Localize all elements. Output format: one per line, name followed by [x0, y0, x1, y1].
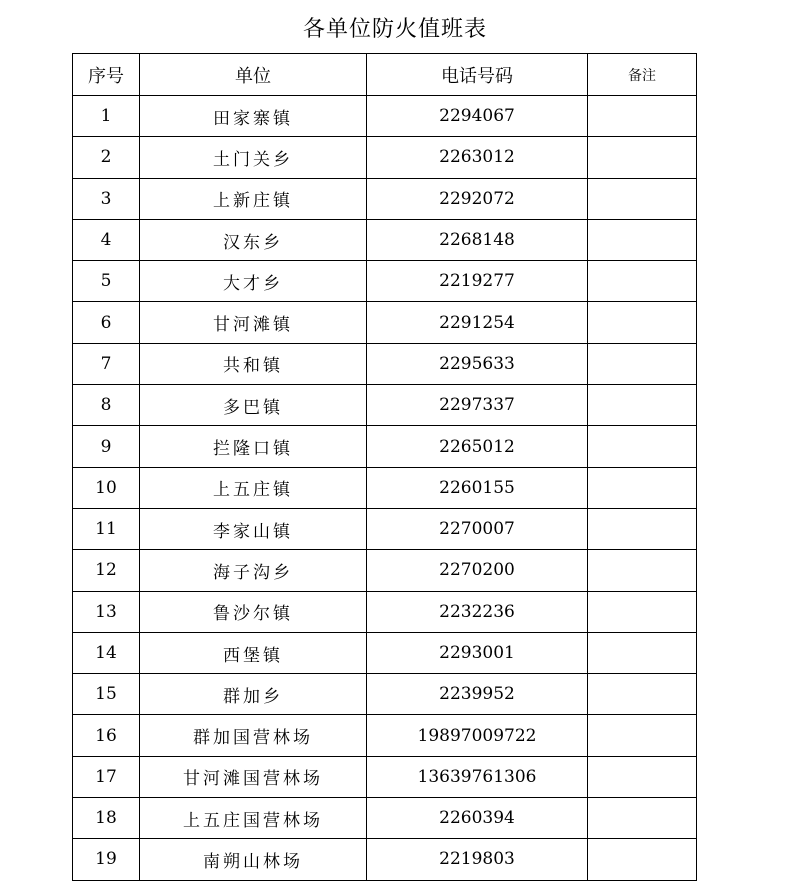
table-row [73, 715, 697, 756]
cell-phone: 2239952 [367, 674, 588, 715]
cell-index: 7 [73, 343, 140, 384]
cell-unit: 群加乡 [140, 674, 367, 715]
table-row [73, 302, 697, 343]
header-row [73, 54, 697, 96]
cell-unit: 土门关乡 [140, 137, 367, 178]
cell-phone: 2219277 [367, 261, 588, 302]
cell-remark [588, 674, 697, 715]
cell-phone: 2292072 [367, 178, 588, 219]
cell-unit: 甘河滩镇 [140, 302, 367, 343]
cell-phone: 2232236 [367, 591, 588, 632]
cell-remark [588, 302, 697, 343]
cell-phone: 2268148 [367, 219, 588, 260]
cell-index: 16 [73, 715, 140, 756]
cell-index: 18 [73, 798, 140, 839]
cell-phone: 2260394 [367, 798, 588, 839]
table-row [73, 550, 697, 591]
table-row [73, 137, 697, 178]
cell-index: 13 [73, 591, 140, 632]
cell-index: 3 [73, 178, 140, 219]
table-row [73, 385, 697, 426]
cell-unit: 上五庄镇 [140, 467, 367, 508]
cell-unit: 汉东乡 [140, 219, 367, 260]
cell-index: 17 [73, 756, 140, 797]
cell-index: 10 [73, 467, 140, 508]
table-row [73, 96, 697, 137]
cell-index: 6 [73, 302, 140, 343]
table-row [73, 467, 697, 508]
cell-phone: 2295633 [367, 343, 588, 384]
cell-remark [588, 591, 697, 632]
cell-index: 19 [73, 839, 140, 880]
cell-unit: 海子沟乡 [140, 550, 367, 591]
table-row [73, 178, 697, 219]
cell-unit: 鲁沙尔镇 [140, 591, 367, 632]
header-index: 序号 [73, 54, 140, 96]
cell-remark [588, 467, 697, 508]
cell-phone: 2294067 [367, 96, 588, 137]
table-row [73, 508, 697, 549]
cell-remark [588, 219, 697, 260]
cell-unit: 李家山镇 [140, 508, 367, 549]
table-row [73, 839, 697, 880]
cell-unit: 群加国营林场 [140, 715, 367, 756]
cell-unit: 甘河滩国营林场 [140, 756, 367, 797]
cell-index: 11 [73, 508, 140, 549]
header-remark: 备注 [588, 54, 697, 96]
cell-unit: 大才乡 [140, 261, 367, 302]
cell-unit: 共和镇 [140, 343, 367, 384]
cell-unit: 上五庄国营林场 [140, 798, 367, 839]
cell-index: 12 [73, 550, 140, 591]
cell-index: 2 [73, 137, 140, 178]
cell-phone: 2297337 [367, 385, 588, 426]
table-row [73, 756, 697, 797]
cell-unit: 西堡镇 [140, 632, 367, 673]
table-row [73, 674, 697, 715]
cell-index: 4 [73, 219, 140, 260]
cell-phone: 19897009722 [367, 715, 588, 756]
table-row [73, 798, 697, 839]
cell-index: 5 [73, 261, 140, 302]
table-row [73, 426, 697, 467]
cell-phone: 2270200 [367, 550, 588, 591]
cell-remark [588, 343, 697, 384]
cell-remark [588, 756, 697, 797]
table-row [73, 261, 697, 302]
header-phone: 电话号码 [367, 54, 588, 96]
cell-unit: 拦隆口镇 [140, 426, 367, 467]
cell-remark [588, 178, 697, 219]
cell-unit: 南朔山林场 [140, 839, 367, 880]
table-row [73, 343, 697, 384]
cell-phone: 2260155 [367, 467, 588, 508]
cell-remark [588, 715, 697, 756]
cell-phone: 2291254 [367, 302, 588, 343]
cell-remark [588, 550, 697, 591]
cell-unit: 多巴镇 [140, 385, 367, 426]
cell-remark [588, 96, 697, 137]
cell-index: 9 [73, 426, 140, 467]
table-row [73, 591, 697, 632]
cell-phone: 2270007 [367, 508, 588, 549]
cell-unit: 田家寨镇 [140, 96, 367, 137]
cell-index: 14 [73, 632, 140, 673]
cell-remark [588, 632, 697, 673]
cell-phone: 2293001 [367, 632, 588, 673]
cell-index: 8 [73, 385, 140, 426]
cell-phone: 2263012 [367, 137, 588, 178]
cell-unit: 上新庄镇 [140, 178, 367, 219]
duty-table [72, 53, 697, 881]
table-row [73, 632, 697, 673]
page-title: 各单位防火值班表 [302, 17, 487, 42]
cell-phone: 13639761306 [367, 756, 588, 797]
cell-index: 1 [73, 96, 140, 137]
cell-index: 15 [73, 674, 140, 715]
cell-remark [588, 426, 697, 467]
cell-remark [588, 798, 697, 839]
header-unit: 单位 [140, 54, 367, 96]
cell-remark [588, 137, 697, 178]
cell-remark [588, 261, 697, 302]
cell-phone: 2265012 [367, 426, 588, 467]
cell-remark [588, 839, 697, 880]
cell-remark [588, 385, 697, 426]
cell-remark [588, 508, 697, 549]
cell-phone: 2219803 [367, 839, 588, 880]
table-row [73, 219, 697, 260]
